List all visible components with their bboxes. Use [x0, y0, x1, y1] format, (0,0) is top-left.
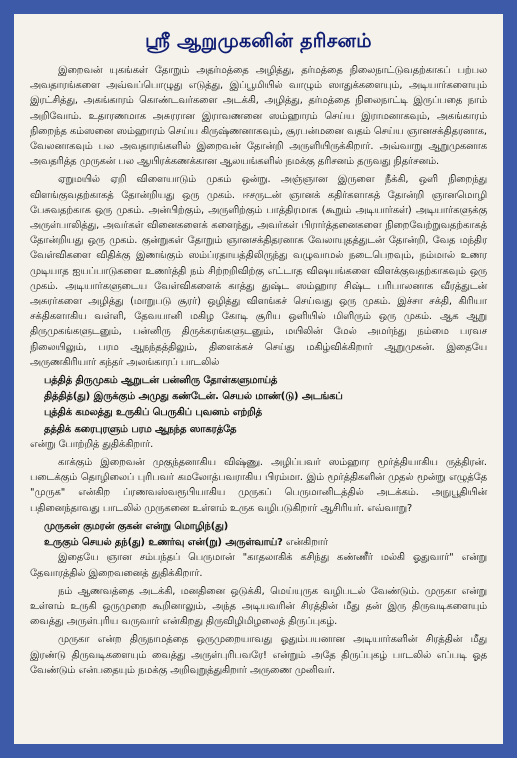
verse-line: புத்திக் கமலத்து உருகிப் பெருகிப் புவனம் எற்றித் [44, 407, 262, 419]
verse-suffix: என்கிறார் [282, 537, 328, 549]
article-page [14, 14, 503, 744]
paragraph-sambandar: இதையே ஞான சம்பந்தப் பெருமான் "காதலாகிக் கசிந்து கண்ணீர் மல்கி ஓதுவார்" என்று தேவாரத்தில் இறைவனைத் துதிக்கிறார். [30, 552, 487, 579]
verse-line: தித்தித்(து) இருக்கும் அமுது கண்டேன். செயல் மாண்(டு) அடங்கப் [44, 391, 343, 403]
page-title: ஸ்ரீ ஆறுமுகனின் தரிசனம் [145, 30, 372, 52]
verse-line: முருகன் குமரன் குகன் என்று மொழிந்(து) [44, 520, 229, 532]
paragraph-intro: இறைவன் யுகங்கள் தோறும் அதர்மத்தை அழித்து, தர்மத்தை நிலைநாட்டுவதற்காகப் பற்பல அவதாரங்களை அவ்வப்பொழுது எடுத்து, இப்பூமியில் வாழும் ஸாதுக்களையும், அடியார்களையும் இரட்சித்து, அகங்காரம் கொண்டவர்களை அடக்கி, அழித்து, தர்மத்தை நிலைநாட்டி இருப்பதை நாம் அறிவோம். உதாரணமாக அசுரரான இராவணனை ஸம்ஹாரம் செய்ய இராமனாகவும், அகங்காரம் நிறைந்த கம்ஸனை ஸம்ஹாரம் செய்ய கிருஷ்ணனாகவும், சூரபன்மனை வதம் செய்ய ஞானசக்திதரனாக, வேலனாகவும் பல அவதாரங்களில் இறைவன் தோன்றி அருளியிருக்கிறார். அவ்வாறு ஆறுமுகனாக அவதரித்த முருகன் பல ஆயிரக்கணக்கான ஆலயங்களில் நமக்கு தரிசனம் தருவது நிதர்சனம். [30, 65, 487, 168]
verse-followup: என்று போற்றித் துதிக்கிறார். [30, 438, 154, 450]
verse-anubhuti [30, 519, 487, 550]
paragraph-worship: நம் ஆணவத்தை அடக்கி, மனதினை ஒடுக்கி, மெய்யுருக வழிபடல் வேண்டும். முருகா என்று உள்ளம் உருகி ஒருமுறை கூறினாலும், அந்த அடியவரின் சிரத்தின் மீது தன் இரு திருவடிகளையும் வைத்து அருள்புரிய வருவார் என்கிறது திருவிழிமிழலைத் திருப்புகழ். [30, 585, 487, 628]
verse-line: தத்திக் கரைபுரளும் பரம ஆநந்த ஸாகரத்தே [44, 423, 237, 435]
paragraph-conclusion: முருகா என்ற திருநாமத்தை ஒருமுறையாவது ஓதும்பயனான அடியார்களின் சிரத்தின் மீது இரண்டு திருவடிகளையும் வைத்து அருள்புரிபவரே! என்றும் அதே திருப்புகழ் பாடலில் எப்படி ஓத வேண்டும் என்பதையும் நமக்கு அறிவுறுத்துகிறார் அருணை முனிவர். [30, 634, 487, 676]
verse-line-text: உருகும் செயல் தந்(து) உணர்வு என்(று) அருள்வாய்? [44, 537, 283, 549]
verse-line: பத்தித் திருமுகம் ஆறுடன் பன்னிரு தோள்களுமாய்த் [44, 375, 278, 387]
verse-line [44, 535, 487, 550]
verse-kandar-alangaram [30, 373, 487, 437]
paragraph-muruga-meaning: காக்கும் இறைவன் முகுந்தனாகிய விஷ்ணு. அழிப்பவர் ஸம்ஹார மூர்த்தியாகிய ருத்திரன். படைக்கும் தொழிலைப் புரிபவர் கமலோத்பவராகிய பிரம்மா. இம் மூர்த்திகளின் முதல் மூன்று எழுத்தே "முருக" என்கிற ப்ரணவஸ்வரூபியாகிய முருகப் பெருமானிடத்தில் அடக்கம். அநுபூதியின் பதினைந்தாவது பாடலில் முருகனை உள்ளம் உருக வழிபடுகிறார் ஆசிரியர். எவ்வாறு? [30, 457, 487, 514]
paragraph-six-faces: ஏறுமயில் ஏறி விளையாடும் முகம் ஒன்று. அஞ்ஞான இருளை நீக்கி, ஒளி நிறைந்து விளங்குவதற்காகத் தோன்றியது ஒரு முகம். ஈசருடன் ஞானக் கதிர்களாகத் தோன்றி ஞானமொழி பேசுவதற்காக ஒரு முகம். அன்பிற்கும், அருளிற்கும் பாத்திரமாக (கூறும் அடியார்கள்) அடியார்களுக்கு அருள்பாலித்து, அவர்கள் வினைகளைக் களைந்து, அவர்கள் பிரார்த்தனைகளை நிறைவேற்றுவதற்காகத் தோன்றியது ஒரு முகம். குன்றுகள் தோறும் ஞானசக்திதரனாக வேலாயுதத்துடன் தோன்றி, வேத மந்திர வேள்விகளை விதிக்கு இணங்கும் ஸம்ப்ரதாயத்திலிருந்து வழுவாமல் நடைபெறவும், நம்மால் உணர முடியாத ஐயப்பாடுகளை உணர்த்தி நம் சிற்றறிவிற்கு எட்டாத விஷயங்களை விளக்குவதற்காகவும் ஒரு முகம். அடியார்களுடைய வேள்விகளைக் காத்து துஷ்ட ஸம்ஹார சிஷ்ட பரிபாலனாக வீரத்துடன் அசுரர்களை அழித்து (மாறுபடு சூரர்) ஒழித்து விளங்கச் செய்வது ஒரு முகம். இச்சா சக்தி, கிரியா சக்திகளாகிய வள்ளி, தேவயானி மகிழ கோடி சூரிய ஒளியில் மிளிரும் ஒரு முகம். ஆக ஆறு திருமுகங்களுடனும், பன்னிரு திருக்கரங்களுடனும், மயிலின் மேல் அமர்ந்து நம்மை பரவச நிலையிலும், பரம ஆநந்தத்திலும், திளைக்கச் செய்து மகிழ்விக்கிறார் ஆறுமுகன். இதையே அருணகிரியார் கந்தர் அலங்காரப் பாடலில் [30, 174, 487, 368]
